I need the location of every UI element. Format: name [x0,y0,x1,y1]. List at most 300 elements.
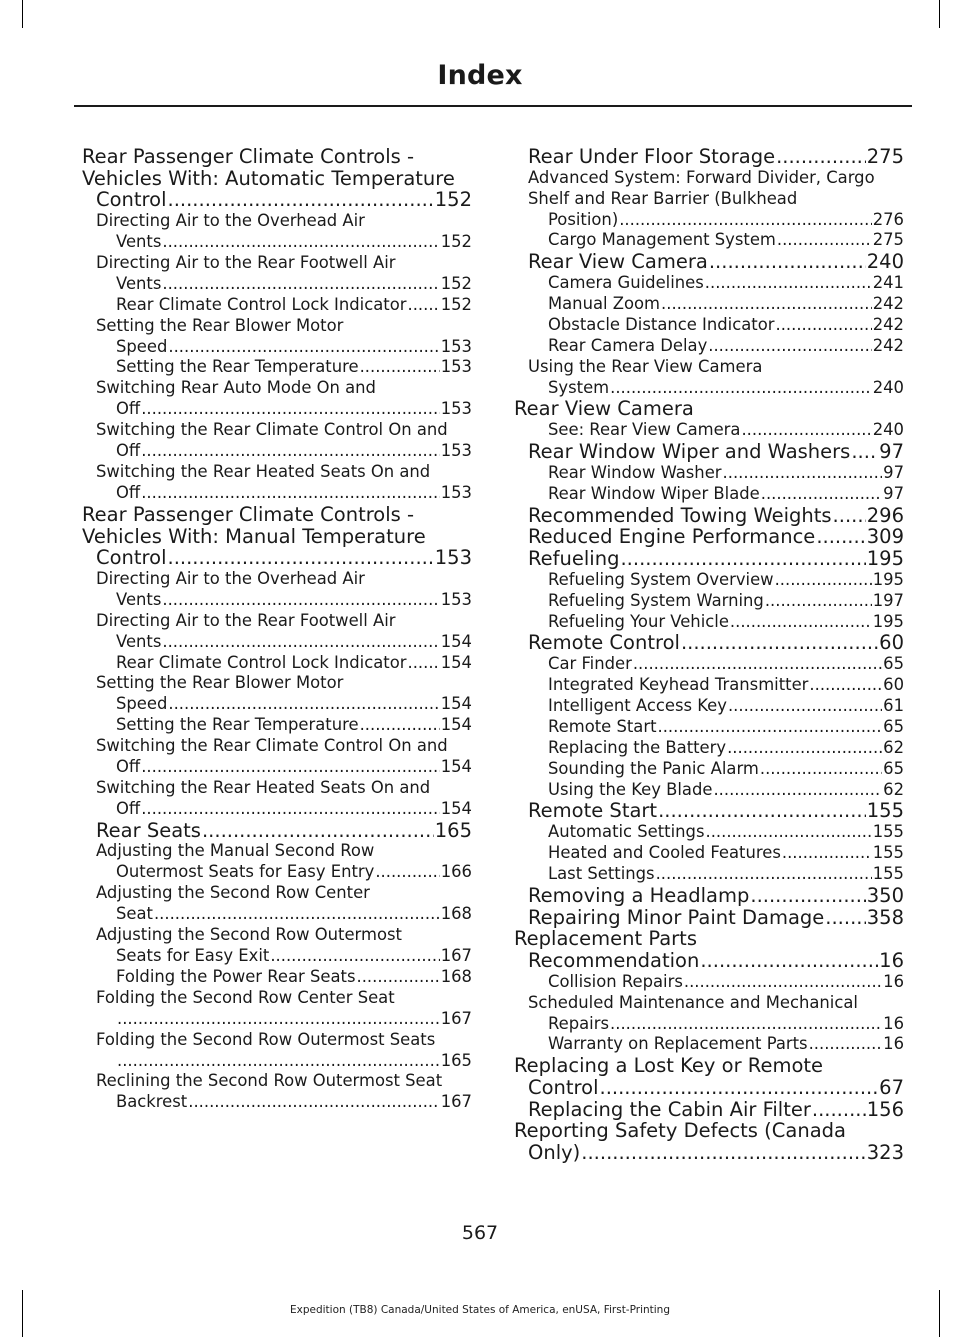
entry-page-number: 165 [440,1050,472,1070]
entry-text-line: Reclining the Second Row Outermost Seat [96,1071,443,1091]
dot-leader [825,907,865,929]
entry-leader-line [548,210,904,231]
dot-leader [851,441,878,463]
entry-page-number: 242 [872,293,904,313]
entry-text: Rear Seats [96,818,201,842]
dot-leader [775,315,871,336]
entry-text: Refueling System Warning [548,590,764,610]
entry-text-line: Rear View Camera [514,397,694,421]
entry-leader-line [116,483,472,504]
entry-leader-line [528,251,904,273]
index-subentry [514,675,904,696]
index-subentry [514,612,904,633]
entry-leader-line [548,843,904,864]
entry-page-number: 154 [440,798,472,818]
entry-leader-line [96,189,472,211]
index-subentry [514,759,904,780]
entry-leader-line [528,1077,904,1099]
entry-leader-line [548,759,904,780]
entry-text: Rear Under Floor Storage [528,145,776,168]
entry-leader-line [96,820,472,842]
entry-text: Replacing the Battery [548,737,727,757]
dot-leader [357,967,440,988]
entry-text: Speed [116,336,168,356]
entry-text: Heated and Cooled Features [548,843,781,863]
entry-page-number: 67 [879,1076,904,1100]
entry-text: Off [116,482,141,502]
index-entry [514,907,904,929]
index-subentry [82,316,472,358]
entry-text: Manual Zoom [548,293,661,313]
entry-page-number: 296 [866,503,904,527]
entry-text: Refueling Your Vehicle [548,611,729,631]
index-subentry [514,230,904,251]
entry-leader-line [116,590,472,611]
dot-leader [776,146,866,168]
entry-leader-line [116,862,472,883]
entry-text: Refueling System Overview [548,569,774,589]
page-number: 567 [461,1222,499,1244]
index-entry [514,885,904,907]
dot-leader [658,717,883,738]
entry-leader-line [548,273,904,294]
dot-leader [154,904,440,925]
dot-leader [681,632,878,654]
entry-leader-line [116,1009,472,1030]
entry-text: Collision Repairs [548,971,683,991]
index-subentry [82,736,472,778]
entry-text: Removing a Headlamp [528,883,750,907]
entry-text: Control [528,1076,599,1100]
entry-page-number: 276 [872,209,904,229]
entry-leader-line [548,230,904,251]
entry-text-line: Switching Rear Auto Mode On and [96,378,376,398]
entry-text: See: Rear View Camera [548,420,741,440]
dot-leader [761,484,882,505]
entry-page-number: 16 [879,949,904,972]
entry-text: Cargo Management System [548,230,776,250]
index-subentry [514,570,904,591]
index-subentry [82,253,472,295]
index-entry [514,398,904,420]
dot-leader [620,548,865,570]
entry-text: Recommended Towing Weights [528,503,832,527]
entry-text: Off [116,757,141,777]
index-subentry [514,591,904,612]
index-subentry [82,357,472,378]
index-entry [514,1099,904,1121]
index-subentry [82,378,472,420]
entry-page-number: 152 [440,232,472,252]
entry-leader-line [548,696,904,717]
dot-leader [162,632,439,653]
dot-leader [750,885,865,907]
dot-leader [360,715,440,736]
entry-text: Rear Climate Control Lock Indicator [116,652,407,672]
entry-text: Setting the Rear Temperature [116,357,359,377]
entry-leader-line [548,738,904,759]
entry-page-number: 97 [879,440,904,464]
entry-text: Remote Start [528,799,658,823]
entry-page-number: 152 [434,188,472,212]
dot-leader [777,230,872,251]
entry-text: Outermost Seats for Easy Entry [116,862,375,882]
index-entry [514,441,904,463]
entry-leader-line [116,357,472,378]
entry-leader-line [116,653,472,674]
index-subentry [82,988,472,1030]
dot-leader [741,420,871,441]
entry-page-number: 155 [872,843,904,863]
dot-leader [600,1077,879,1099]
entry-text-line: Directing Air to the Rear Footwell Air [96,610,396,630]
dot-leader [141,399,440,420]
index-subentry [82,925,472,967]
dot-leader [708,336,871,357]
entry-text-line: Setting the Rear Blower Motor [96,315,344,335]
entry-text: Camera Guidelines [548,273,704,293]
entry-leader-line [548,972,904,993]
dot-leader [809,675,882,696]
entry-leader-line [116,1092,472,1113]
entry-leader-line [116,757,472,778]
entry-text-line: Setting the Rear Blower Motor [96,673,344,693]
index-subentry [514,738,904,759]
index-entry [514,1055,904,1098]
entry-leader-line [528,885,904,907]
dot-leader [775,570,872,591]
entry-text: Off [116,399,141,419]
index-subentry [514,654,904,675]
dot-leader [812,1099,866,1121]
entry-page-number: 153 [440,441,472,461]
index-entry [514,505,904,527]
entry-text-line: Vehicles With: Manual Temperature [82,524,426,548]
entry-leader-line [548,612,904,633]
entry-text: Sounding the Panic Alarm [548,758,759,778]
dot-leader [833,505,866,527]
entry-page-number: 153 [440,589,472,609]
entry-page-number: 154 [440,694,472,714]
entry-page-number: 195 [866,547,904,570]
entry-text: Vents [116,273,162,293]
entry-leader-line [116,694,472,715]
dot-leader [816,526,865,548]
entry-text: Rear Climate Control Lock Indicator [116,294,407,314]
index-subentry [514,294,904,315]
dot-leader [727,738,882,759]
entry-page-number: 16 [883,971,904,991]
entry-leader-line [548,675,904,696]
entry-text: Only) [528,1141,581,1165]
index-subentry [514,696,904,717]
entry-leader-line [116,399,472,420]
index-subentry [514,822,904,843]
dot-leader [706,822,872,843]
entry-text: Repairs [548,1013,610,1033]
entry-page-number: 275 [872,230,904,250]
entry-page-number: 240 [872,420,904,440]
entry-text: Control [96,546,167,570]
dot-leader [633,654,882,675]
index-subentry [514,484,904,505]
entry-text: Integrated Keyhead Transmitter [548,675,809,695]
entry-leader-line [528,950,904,972]
entry-text-line: Switching the Rear Climate Control On and [96,736,448,756]
dot-leader [360,357,440,378]
entry-leader-line [548,336,904,357]
entry-text-line: Directing Air to the Overhead Air [96,568,365,588]
entry-text: Last Settings [548,863,655,883]
dot-leader [168,189,434,211]
index-subentry [514,993,904,1035]
index-entry [514,800,904,822]
index-subentry [514,273,904,294]
index-subentry [514,843,904,864]
index-subentry [82,569,472,611]
entry-text-line: Directing Air to the Rear Footwell Air [96,252,396,272]
entry-page-number: 166 [440,862,472,882]
dot-leader [375,862,439,883]
entry-page-number: 152 [440,294,472,314]
index-subentry [514,864,904,885]
entry-text: Vents [116,631,162,651]
entry-leader-line [116,967,472,988]
index-subentry [514,336,904,357]
index-subentry [514,357,904,399]
index-subentry [514,168,904,231]
index-subentry [82,1030,472,1072]
dot-leader [728,696,882,717]
index-entry [514,526,904,548]
index-entry [82,146,472,211]
entry-leader-line [548,1014,904,1035]
entry-page-number: 309 [866,525,904,549]
dot-leader [141,441,440,462]
index-subentry [82,673,472,715]
entry-text-line: Replacement Parts [514,927,697,951]
dot-leader [581,1142,865,1164]
entry-page-number: 241 [872,273,904,293]
dot-leader [782,843,872,864]
entry-text: System [548,377,610,397]
entry-leader-line [548,294,904,315]
entry-leader-line [528,1099,904,1121]
dot-leader [162,274,439,295]
entry-page-number: 165 [434,818,472,842]
entry-leader-line [116,295,472,316]
index-entry [514,632,904,654]
entry-text-line: Vehicles With: Automatic Temperature [82,166,455,190]
index-subentry [82,420,472,462]
entry-text-line: Scheduled Maintenance and Mechanical [528,992,858,1012]
entry-page-number: 155 [866,799,904,823]
footer-text: Expedition (TB8) Canada/United States of America, enUSA, First-Printing [289,1304,670,1316]
entry-leader-line [116,904,472,925]
entry-text-line: Reporting Safety Defects (Canada [514,1119,846,1143]
entry-text-line: Rear Passenger Climate Controls - [82,145,415,168]
entry-text: Repairing Minor Paint Damage [528,905,825,929]
entry-text: Seats for Easy Exit [116,946,270,966]
entry-page-number: 154 [440,715,472,735]
index-entry [514,548,904,570]
index-entry [514,146,904,168]
entry-text-line: Advanced System: Forward Divider, Cargo [528,167,875,187]
entry-text: Rear Window Wiper Blade [548,483,760,503]
index-subentry [82,462,472,504]
dot-leader [162,232,439,253]
entry-leader-line [96,547,472,569]
index-column-left [82,146,472,1113]
entry-text: Using the Key Blade [548,779,713,799]
index-subentry [82,967,472,988]
dot-leader [168,337,439,358]
entry-text: Refueling [528,547,620,570]
entry-leader-line [548,780,904,801]
entry-page-number: 153 [440,357,472,377]
entry-text: Rear View Camera [528,250,708,274]
index-subentry [514,1034,904,1055]
dot-leader [713,780,882,801]
entry-leader-line [528,548,904,570]
entry-page-number: 242 [872,314,904,334]
entry-text: Vents [116,589,162,609]
entry-leader-line [116,441,472,462]
entry-page-number: 358 [866,905,904,929]
dot-leader [408,295,440,316]
entry-text: Speed [116,694,168,714]
index-subentry [514,463,904,484]
dot-leader [658,800,866,822]
entry-text: Remote Start [548,716,657,736]
dot-leader [809,1034,883,1055]
entry-text-line: Using the Rear View Camera [528,356,763,376]
entry-page-number: 65 [883,716,904,736]
entry-page-number: 16 [883,1034,904,1054]
dot-leader [141,757,440,778]
entry-page-number: 60 [879,631,904,655]
entry-leader-line [548,591,904,612]
entry-text: Reduced Engine Performance [528,525,816,549]
index-subentry [82,883,472,925]
entry-page-number: 197 [872,590,904,610]
entry-page-number: 168 [440,966,472,986]
entry-text: Position) [548,209,619,229]
entry-page-number: 240 [866,250,904,274]
entry-page-number: 97 [883,483,904,503]
entry-text: Control [96,188,167,212]
entry-text: Warranty on Replacement Parts [548,1034,808,1054]
entry-page-number: 97 [883,462,904,482]
entry-leader-line [116,799,472,820]
entry-page-number: 167 [440,1092,472,1112]
entry-text: Obstacle Distance Indicator [548,314,775,334]
entry-page-number: 153 [440,336,472,356]
dot-leader [760,759,882,780]
index-entry [514,928,904,971]
dot-leader [619,210,871,231]
entry-text-line: Switching the Rear Heated Seats On and [96,461,431,481]
index-subentry [514,420,904,441]
dot-leader [162,590,439,611]
entry-leader-line [528,526,904,548]
index-entry [514,1120,904,1163]
entry-leader-line [116,715,472,736]
index-subentry [82,715,472,736]
entry-page-number: 195 [872,569,904,589]
entry-text: Folding the Power Rear Seats [116,966,356,986]
dot-leader [765,591,872,612]
entry-leader-line [548,717,904,738]
index-entry [514,251,904,273]
entry-leader-line [548,484,904,505]
entry-page-number: 16 [883,1013,904,1033]
entry-leader-line [528,800,904,822]
entry-text-line: Folding the Second Row Center Seat [96,987,395,1007]
entry-page-number: 195 [872,611,904,631]
index-subentry [514,780,904,801]
entry-leader-line [528,146,904,168]
dot-leader [117,1009,440,1030]
index-subentry [82,211,472,253]
entry-leader-line [116,1051,472,1072]
entry-leader-line [528,907,904,929]
dot-leader [408,653,440,674]
index-subentry [514,717,904,738]
entry-page-number: 62 [883,737,904,757]
entry-text: Seat [116,904,153,924]
index-subentry [82,841,472,883]
dot-leader [141,799,440,820]
entry-page-number: 153 [440,482,472,502]
entry-page-number: 167 [440,946,472,966]
entry-text-line: Rear Passenger Climate Controls - [82,502,415,526]
dot-leader [610,1014,882,1035]
entry-text: Remote Control [528,631,680,655]
dot-leader [723,463,883,484]
entry-page-number: 61 [883,695,904,715]
entry-leader-line [548,654,904,675]
entry-leader-line [548,864,904,885]
dot-leader [705,273,872,294]
entry-leader-line [116,337,472,358]
entry-text-line: Folding the Second Row Outermost Seats [96,1029,436,1049]
entry-text-line: Adjusting the Second Row Outermost [96,925,402,945]
entry-text-line: Adjusting the Second Row Center [96,883,370,903]
entry-leader-line [548,420,904,441]
entry-text: Rear Window Wiper and Washers [528,440,851,464]
entry-text-line: Directing Air to the Overhead Air [96,211,365,231]
title-divider [74,105,912,107]
entry-leader-line [116,632,472,653]
dot-leader [709,251,866,273]
entry-leader-line [528,505,904,527]
entry-text-line: Shelf and Rear Barrier (Bulkhead [528,188,798,208]
entry-text: Vents [116,232,162,252]
entry-page-number: 154 [440,652,472,672]
entry-text-line: Adjusting the Manual Second Row [96,841,375,861]
index-column-right [514,146,904,1164]
dot-leader [270,946,439,967]
entry-leader-line [116,946,472,967]
entry-text-line: Switching the Rear Climate Control On and [96,420,448,440]
dot-leader [730,612,872,633]
index-subentry [82,653,472,674]
dot-leader [656,864,872,885]
index-subentry [82,1071,472,1113]
entry-page-number: 350 [866,883,904,907]
entry-text-line: Switching the Rear Heated Seats On and [96,777,431,797]
